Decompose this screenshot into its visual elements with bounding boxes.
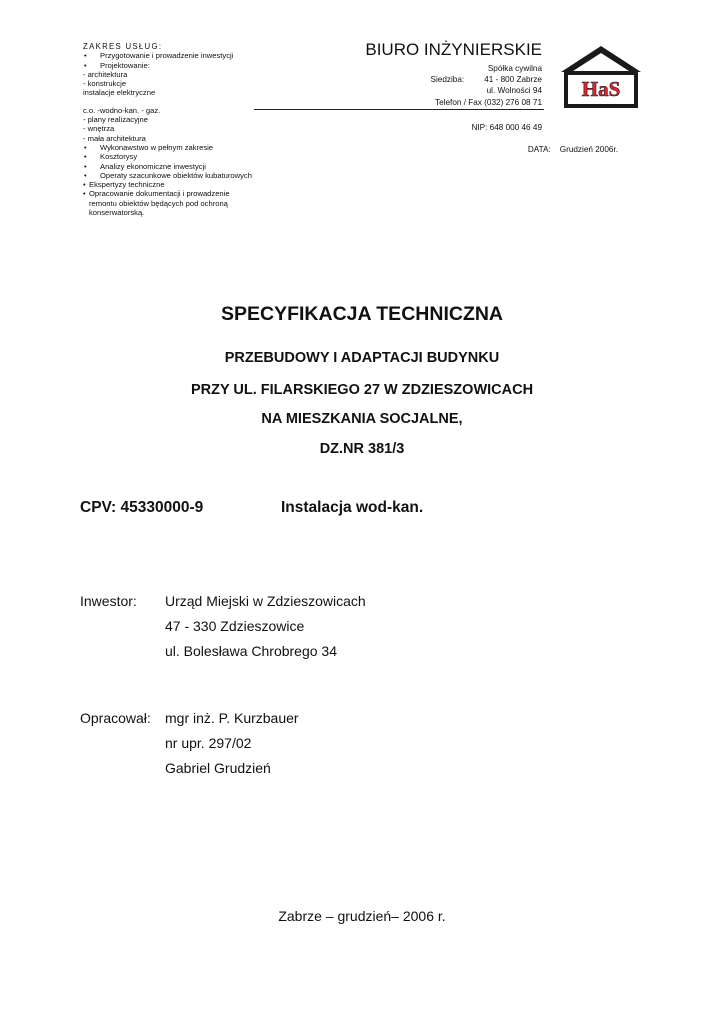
investor-label: Inwestor: (80, 593, 137, 609)
investor-line-1: Urząd Miejski w Zdzieszowicach (165, 593, 366, 609)
service-item: • Projektowanie: (83, 61, 258, 70)
firm-address (431, 63, 543, 108)
service-item: • Ekspertyzy techniczne (83, 180, 258, 189)
investor-line-3: ul. Bolesława Chrobrego 34 (165, 643, 337, 659)
seat-city: 41 - 800 Zabrze (484, 75, 542, 85)
nip: NIP: 648 000 46 49 (471, 123, 542, 132)
service-item: - wnętrza (83, 124, 115, 134)
service-item: - konstrukcje (83, 79, 127, 89)
service-item: • Analizy ekonomiczne inwestycji (83, 162, 258, 171)
date-label: DATA: (527, 145, 551, 154)
author-line-1: mgr inż. P. Kurzbauer (165, 710, 299, 726)
subtitle-line-3: NA MIESZKANIA SOCJALNE, (261, 411, 463, 427)
firm-name: BIURO INŻYNIERSKIE (365, 40, 542, 59)
services-column (83, 42, 258, 217)
seat-row (431, 74, 543, 85)
service-item: instalacje elektryczne (83, 88, 156, 98)
subtitle-line-2: PRZY UL. FILARSKIEGO 27 W ZDZIESZOWICACH (190, 382, 534, 398)
investor-line-2: 47 - 330 Zdzieszowice (165, 618, 305, 634)
service-item: • Kosztorysy (83, 152, 258, 161)
author-line-2: nr upr. 297/02 (165, 735, 252, 751)
service-item: - plany realizacyjne (83, 115, 148, 125)
date-row (528, 145, 618, 154)
company-logo (560, 45, 642, 109)
logo-text: HaS (581, 77, 621, 101)
footer-place-date: Zabrze – grudzień– 2006 r. (278, 908, 446, 924)
service-item: • Operaty szacunkowe obiektów kubaturowych (83, 171, 258, 180)
author-line-3: Gabriel Grudzień (165, 760, 271, 776)
street: ul. Wolności 94 (486, 86, 542, 96)
spec-title: SPECYFIKACJA TECHNICZNA (220, 303, 504, 325)
service-item: - architektura (83, 69, 128, 79)
service-item: • Opracowanie dokumentacji i prowadzenie remontu obiektów będących pod ochroną konserwatorską. (83, 189, 258, 217)
subtitle-line-4: DZ.NR 381/3 (319, 441, 405, 457)
date-value: Grudzień 2006r. (559, 145, 618, 154)
service-item: - mała architektura (83, 133, 146, 143)
services-list-a (83, 51, 258, 97)
phone: Telefon / Fax (032) 276 08 71 (435, 97, 542, 107)
subtitle-line-1: PRZEBUDOWY I ADAPTACJI BUDYNKU (224, 350, 500, 366)
cpv-code: CPV: 45330000-9 (80, 499, 204, 516)
services-list-b (83, 106, 258, 218)
service-item: c.o. -wodno-kan. - gaz. (83, 105, 161, 115)
firm-type: Spółka cywilna (487, 64, 542, 73)
author-label: Opracował: (80, 710, 151, 726)
services-title: ZAKRES USŁUG: (83, 42, 163, 51)
seat-label: Siedziba: (430, 75, 465, 85)
header-rule (254, 109, 544, 110)
service-item: • Wykonawstwo w pełnym zakresie (83, 143, 258, 152)
service-item: • Przygotowanie i prowadzenie inwestycji (83, 51, 258, 60)
cpv-description: Instalacja wod-kan. (281, 499, 424, 516)
